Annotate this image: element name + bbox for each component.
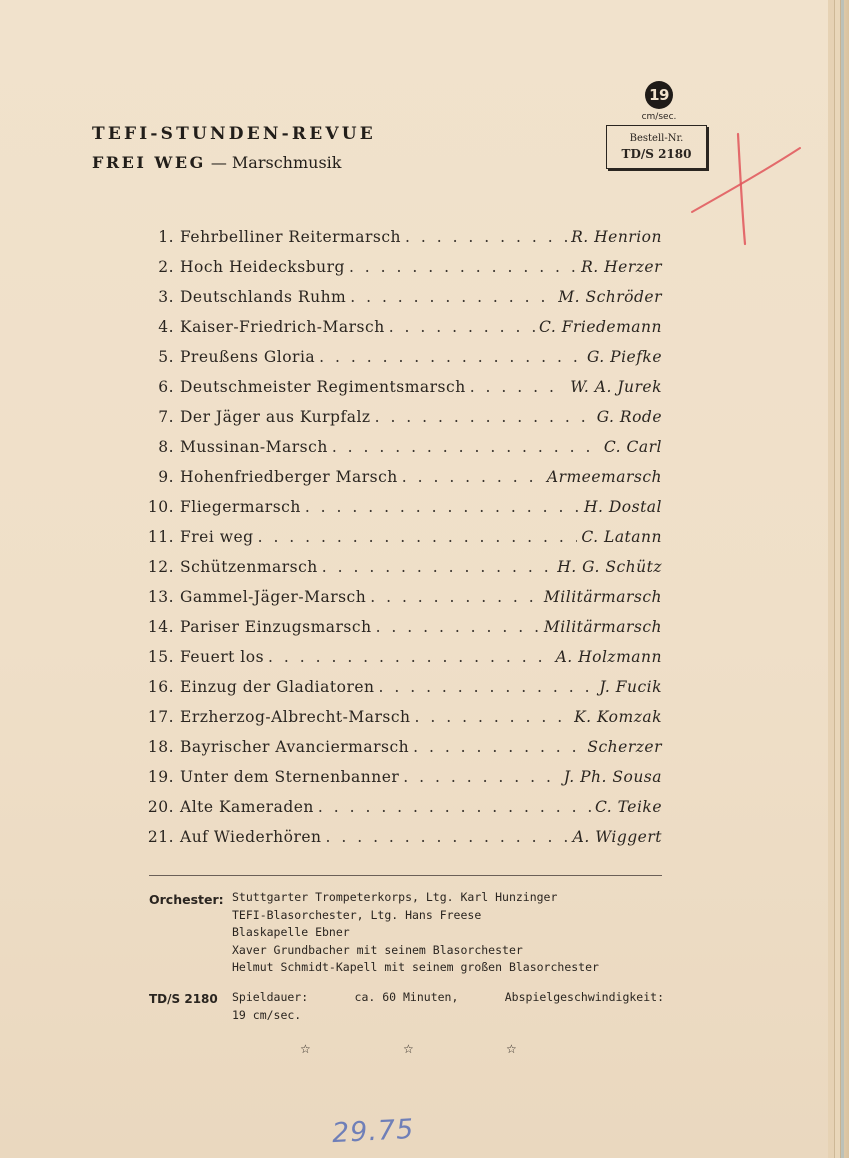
track-number: 6. xyxy=(158,378,174,396)
leader-dots xyxy=(405,228,567,246)
track-number: 8. xyxy=(158,438,174,456)
revue-subtitle xyxy=(92,153,341,172)
track-composer: H. Dostal xyxy=(583,498,662,516)
track-composer: A. Holzmann xyxy=(555,648,662,666)
track-list xyxy=(140,228,662,858)
track-title: Gammel-Jäger-Marsch xyxy=(180,588,367,606)
track-row xyxy=(140,768,662,798)
leader-dots xyxy=(258,528,578,546)
leader-dots xyxy=(375,408,593,426)
leader-dots xyxy=(470,378,567,396)
track-title: Auf Wiederhören xyxy=(180,828,322,846)
track-row xyxy=(140,468,662,498)
track-row xyxy=(140,618,662,648)
page-edge xyxy=(828,0,835,1158)
track-title: Unter dem Sternenbanner xyxy=(180,768,400,786)
track-composer: Scherzer xyxy=(587,738,662,756)
track-row xyxy=(140,528,662,558)
track-composer: G. Piefke xyxy=(586,348,662,366)
orchestra-line: Blaskapelle Ebner xyxy=(232,925,350,939)
leader-dots xyxy=(332,438,600,456)
track-row xyxy=(140,228,662,258)
leader-dots xyxy=(376,618,540,636)
track-title: Erzherzog-Albrecht-Marsch xyxy=(180,708,411,726)
track-composer: G. Rode xyxy=(596,408,662,426)
orchestra-list xyxy=(232,890,672,978)
track-title: Frei weg xyxy=(180,528,254,546)
track-title: Alte Kameraden xyxy=(180,798,314,816)
track-composer: R. Herzer xyxy=(581,258,662,276)
track-composer: R. Henrion xyxy=(571,228,662,246)
leader-dots xyxy=(318,798,591,816)
track-row xyxy=(140,348,662,378)
track-number: 7. xyxy=(158,408,174,426)
track-number: 21. xyxy=(147,828,174,846)
leader-dots xyxy=(305,498,580,516)
track-composer: Militärmarsch xyxy=(543,618,662,636)
track-row xyxy=(140,828,662,858)
track-number: 17. xyxy=(147,708,174,726)
orchestra-line: Xaver Grundbacher mit seinem Blasorchester xyxy=(232,942,523,957)
track-title: Kaiser-Friedrich-Marsch xyxy=(180,318,385,336)
track-number: 3. xyxy=(158,288,174,306)
track-number: 4. xyxy=(158,318,174,336)
track-composer: J. Ph. Sousa xyxy=(563,768,662,786)
track-composer: C. Latann xyxy=(581,528,662,546)
track-number: 13. xyxy=(147,588,174,606)
leader-dots xyxy=(415,708,571,726)
speed-value: 19 cm/sec. xyxy=(232,1008,302,1022)
leader-dots xyxy=(370,588,540,606)
leader-dots xyxy=(402,468,543,486)
divider xyxy=(149,875,662,876)
handwritten-note: 29.75 xyxy=(331,1113,416,1150)
track-composer: C. Carl xyxy=(603,438,662,456)
leader-dots xyxy=(326,828,569,846)
track-number: 19. xyxy=(147,768,174,786)
orchestra-line: Stuttgarter Trompeterkorps, Ltg. Karl Hunzinger xyxy=(232,890,558,904)
track-composer: Armeemarsch xyxy=(546,468,662,486)
speed-badge: 19 xyxy=(645,81,673,109)
track-composer: K. Komzak xyxy=(574,708,662,726)
track-title: Preußens Gloria xyxy=(180,348,316,366)
track-title: Bayrischer Avanciermarsch xyxy=(180,738,410,756)
track-composer: J. Fucik xyxy=(599,678,662,696)
track-composer: A. Wiggert xyxy=(572,828,662,846)
track-row xyxy=(140,738,662,768)
star-icon: ☆ xyxy=(300,1042,311,1056)
red-cross-mark xyxy=(690,130,805,248)
track-number: 5. xyxy=(158,348,174,366)
track-title: Pariser Einzugsmarsch xyxy=(180,618,372,636)
leader-dots xyxy=(319,348,583,366)
track-number: 20. xyxy=(147,798,174,816)
track-row xyxy=(140,438,662,468)
track-row xyxy=(140,708,662,738)
leader-dots xyxy=(322,558,554,576)
track-number: 14. xyxy=(147,618,174,636)
page-edge xyxy=(841,0,849,1158)
track-row xyxy=(140,798,662,828)
revue-title: TEFI-STUNDEN-REVUE xyxy=(92,124,376,144)
star-row xyxy=(0,1042,849,1062)
orchestra-label: Orchester: xyxy=(149,892,224,907)
leader-dots xyxy=(389,318,535,336)
track-composer: Militärmarsch xyxy=(543,588,662,606)
track-number: 11. xyxy=(147,528,174,546)
star-icon: ☆ xyxy=(506,1042,517,1056)
track-row xyxy=(140,648,662,678)
leader-dots xyxy=(403,768,559,786)
track-number: 15. xyxy=(147,648,174,666)
track-row xyxy=(140,588,662,618)
track-row xyxy=(140,678,662,708)
track-title: Deutschlands Ruhm xyxy=(180,288,347,306)
subtitle-bold: FREI WEG xyxy=(92,153,206,172)
track-row xyxy=(140,378,662,408)
track-row xyxy=(140,408,662,438)
track-number: 1. xyxy=(158,228,174,246)
track-number: 9. xyxy=(158,468,174,486)
track-row xyxy=(140,288,662,318)
track-title: Deutschmeister Regimentsmarsch xyxy=(180,378,466,396)
track-row xyxy=(140,258,662,288)
star-icon: ☆ xyxy=(403,1042,414,1056)
duration-value: ca. 60 Minuten, xyxy=(354,990,459,1004)
track-title: Einzug der Gladiatoren xyxy=(180,678,375,696)
track-title: Fehrbelliner Reitermarsch xyxy=(180,228,402,246)
track-composer: C. Friedemann xyxy=(539,318,662,336)
track-number: 2. xyxy=(158,258,174,276)
track-title: Hoch Heidecksburg xyxy=(180,258,345,276)
track-row xyxy=(140,318,662,348)
track-title: Der Jäger aus Kurpfalz xyxy=(180,408,371,426)
track-number: 16. xyxy=(147,678,174,696)
order-number: TD/S 2180 xyxy=(621,147,692,161)
leader-dots xyxy=(349,258,577,276)
subtitle-rest: — Marschmusik xyxy=(210,153,342,172)
track-number: 10. xyxy=(147,498,174,516)
order-label: Bestell-Nr. xyxy=(629,133,684,144)
orchestra-line: TEFI-Blasorchester, Ltg. Hans Freese xyxy=(232,907,482,922)
track-number: 12. xyxy=(147,558,174,576)
track-composer: H. G. Schütz xyxy=(557,558,662,576)
leader-dots xyxy=(379,678,596,696)
track-composer: W. A. Jurek xyxy=(570,378,662,396)
duration-label: Spieldauer: xyxy=(232,990,309,1004)
speed-unit: cm/sec. xyxy=(641,112,677,122)
track-title: Feuert los xyxy=(180,648,265,666)
track-composer: M. Schröder xyxy=(558,288,662,306)
track-title: Schützenmarsch xyxy=(180,558,318,576)
duration-line xyxy=(232,990,664,1004)
duration-code: TD/S 2180 xyxy=(149,992,218,1006)
track-row xyxy=(140,558,662,588)
track-title: Mussinan-Marsch xyxy=(180,438,328,456)
orchestra-line: Helmut Schmidt-Kapell mit seinem großen Blasorchester xyxy=(232,960,599,974)
track-row xyxy=(140,498,662,528)
leader-dots xyxy=(413,738,583,756)
track-title: Hohenfriedberger Marsch xyxy=(180,468,398,486)
track-number: 18. xyxy=(147,738,174,756)
speed-label: Abspielgeschwindigkeit: xyxy=(504,990,664,1004)
track-composer: C. Teike xyxy=(595,798,662,816)
track-title: Fliegermarsch xyxy=(180,498,301,516)
leader-dots xyxy=(268,648,552,666)
leader-dots xyxy=(350,288,554,306)
